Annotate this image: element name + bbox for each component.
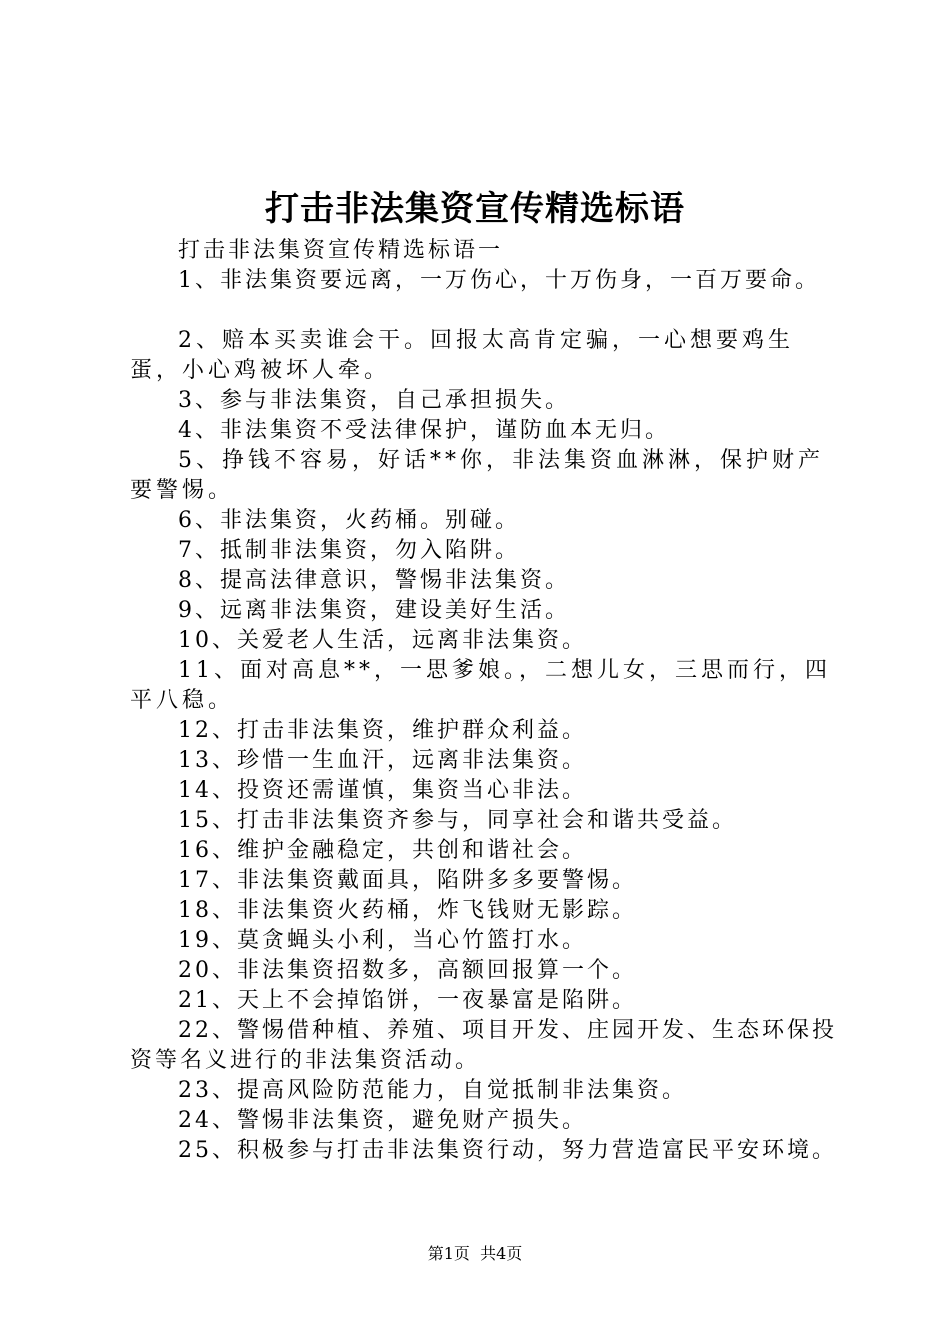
paragraph: 12、打击非法集资，维护群众利益。 [178, 718, 587, 743]
paragraph: 1、非法集资要远离，一万伤心，十万伤身，一百万要命。 [178, 268, 820, 293]
document-body [130, 236, 845, 1166]
paragraph: 3、参与非法集资，自己承担损失。 [178, 388, 570, 413]
paragraph: 14、投资还需谨慎，集资当心非法。 [178, 778, 587, 803]
paragraph: 10、关爱老人生活，远离非法集资。 [178, 628, 587, 653]
page-footer [0, 1243, 950, 1265]
paragraph: 7、抵制非法集资，勿入陷阱。 [178, 538, 520, 563]
page-number: 第1页 [427, 1244, 470, 1263]
page-total: 共4页 [480, 1244, 523, 1263]
paragraph: 19、莫贪蝇头小利，当心竹篮打水。 [178, 928, 587, 953]
paragraph: 2、赔本买卖谁会干。回报太高肯定骗，一心想要鸡生蛋，小心鸡被坏人牵。 [130, 328, 794, 383]
paragraph: 20、非法集资招数多，高额回报算一个。 [178, 958, 637, 983]
paragraph: 21、天上不会掉馅饼，一夜暴富是陷阱。 [178, 988, 637, 1013]
paragraph: 16、维护金融稳定，共创和谐社会。 [178, 838, 587, 863]
paragraph: 8、提高法律意识，警惕非法集资。 [178, 568, 570, 593]
paragraph: 打击非法集资宣传精选标语一 [178, 238, 504, 263]
paragraph: 5、挣钱不容易，好话**你，非法集资血淋淋，保护财产要警惕。 [130, 448, 824, 503]
paragraph: 23、提高风险防范能力，自觉抵制非法集资。 [178, 1078, 687, 1103]
document-title: 打击非法集资宣传精选标语 [265, 189, 685, 229]
paragraph: 4、非法集资不受法律保护，谨防血本无归。 [178, 418, 670, 443]
paragraph: 11、面对高息**，一思爹娘。，二想儿女，三思而行，四平八稳。 [130, 658, 831, 713]
paragraph: 17、非法集资戴面具，陷阱多多要警惕。 [178, 868, 637, 893]
paragraph: 18、非法集资火药桶，炸飞钱财无影踪。 [178, 898, 637, 923]
paragraph: 22、警惕借种植、养殖、项目开发、庄园开发、生态环保投资等名义进行的非法集资活动。 [130, 1018, 837, 1073]
paragraph: 15、打击非法集资齐参与，同享社会和谐共受益。 [178, 808, 737, 833]
paragraph: 24、警惕非法集资，避免财产损失。 [178, 1108, 587, 1133]
paragraph: 6、非法集资，火药桶。别碰。 [178, 508, 520, 533]
paragraph: 13、珍惜一生血汗，远离非法集资。 [178, 748, 587, 773]
paragraph: 9、远离非法集资，建设美好生活。 [178, 598, 570, 623]
paragraph: 25、积极参与打击非法集资行动，努力营造富民平安环境。 [178, 1138, 837, 1163]
